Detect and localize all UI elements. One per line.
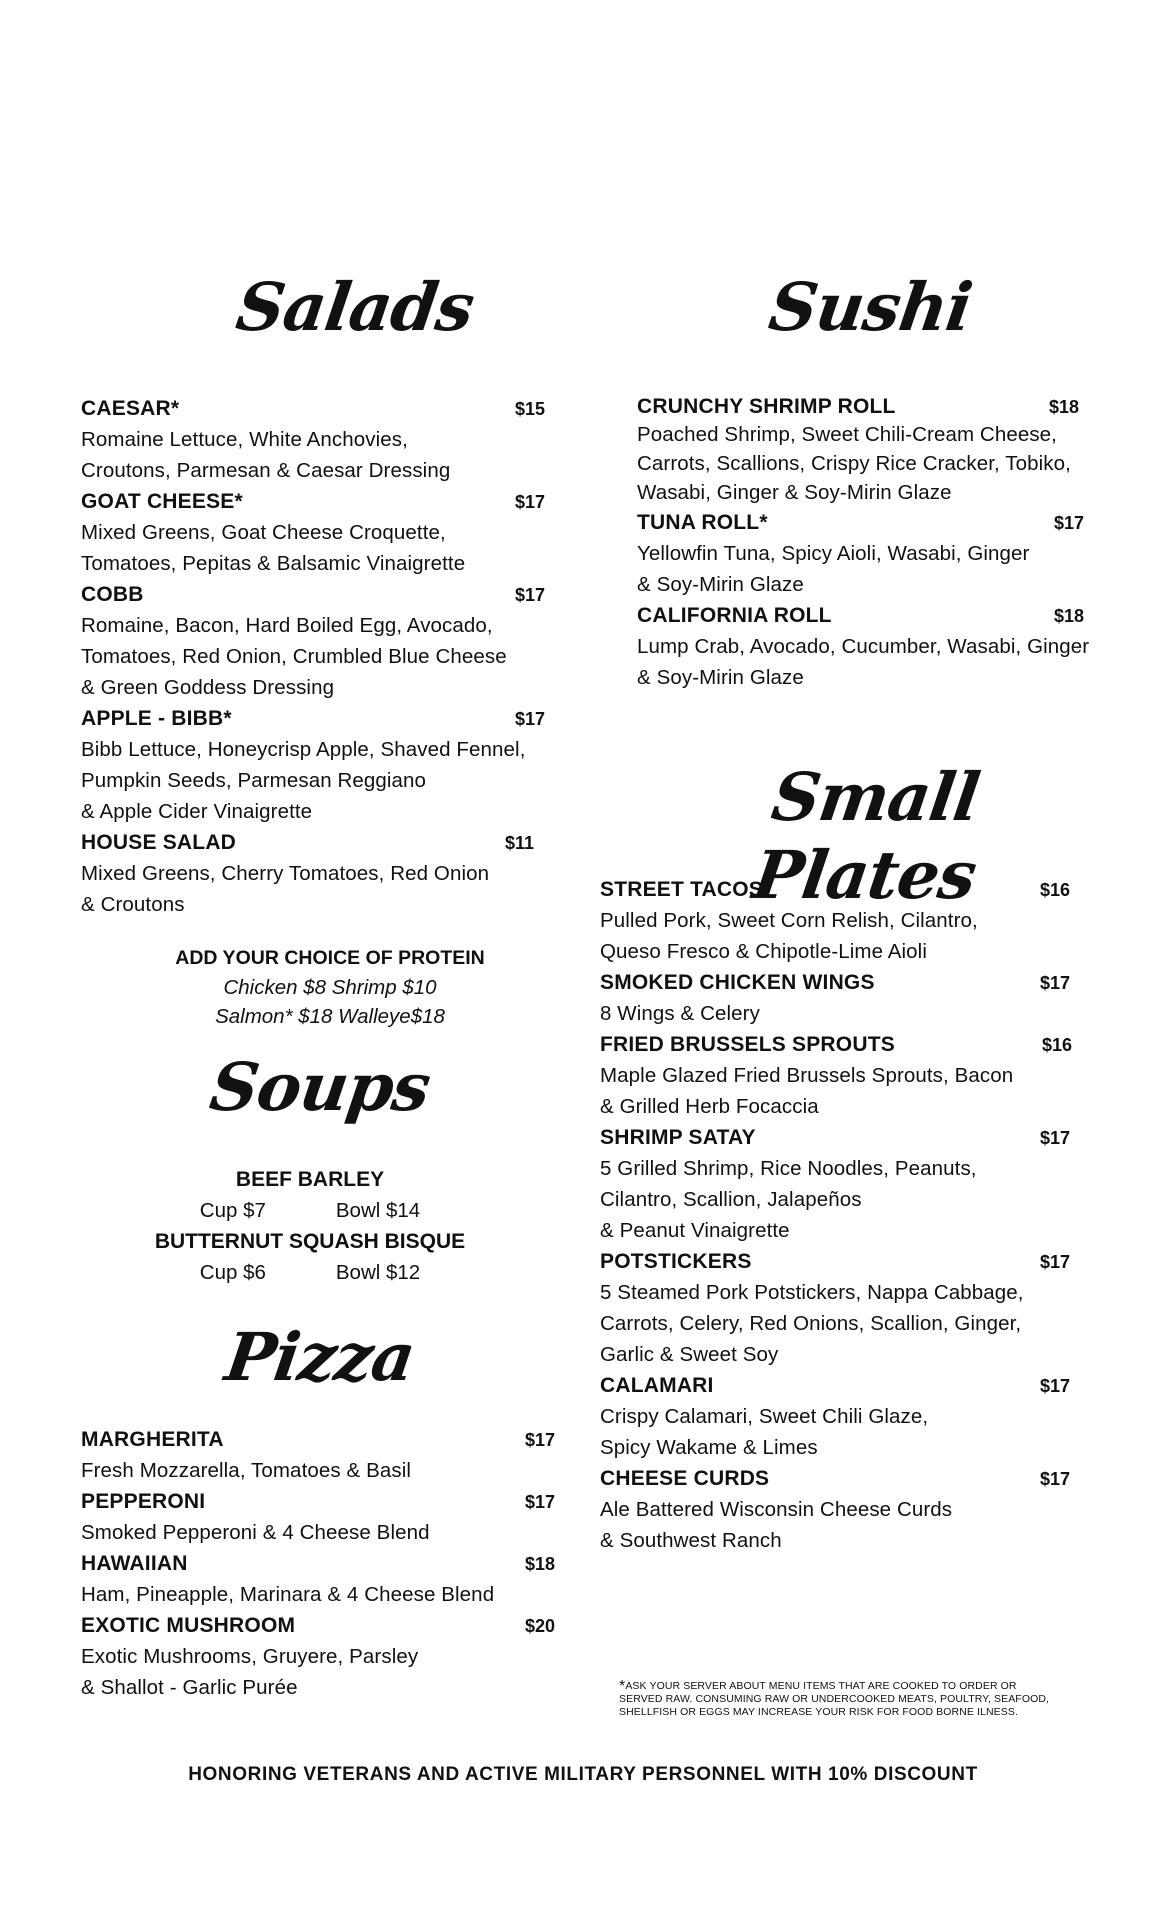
item-description: Carrots, Celery, Red Onions, Scallion, Ginger,	[600, 1312, 1022, 1335]
item-name: MARGHERITA	[81, 1428, 224, 1451]
item-price: $17	[515, 585, 546, 605]
item-name: SHRIMP SATAY	[600, 1126, 756, 1149]
item-description: Ham, Pineapple, Marinara & 4 Cheese Blend	[81, 1583, 495, 1606]
soups-heading: Soups	[205, 1048, 435, 1126]
item-description: & Peanut Vinaigrette	[600, 1219, 790, 1242]
item-price: $17	[515, 709, 546, 729]
pizza-heading: Pizza	[220, 1318, 420, 1396]
item-name: PEPPERONI	[81, 1490, 206, 1513]
menu-item-cheese-curds	[600, 1463, 1100, 1556]
soup-cup-price: Cup $6	[199, 1261, 266, 1284]
soup-name: BEEF BARLEY	[235, 1168, 385, 1191]
pizza-list	[81, 1424, 571, 1703]
item-price: $17	[1040, 1469, 1071, 1489]
menu-item-calamari	[600, 1370, 1100, 1463]
item-name: CHEESE CURDS	[600, 1467, 770, 1490]
item-name: STREET TACOS	[600, 878, 764, 901]
item-name: GOAT CHEESE*	[81, 490, 243, 513]
item-description: Tomatoes, Red Onion, Crumbled Blue Cheese	[81, 645, 507, 668]
menu-item-caesar	[81, 393, 551, 486]
menu-item-house-salad	[81, 827, 551, 920]
soup-bowl-price: Bowl $14	[335, 1199, 421, 1222]
item-description: Bibb Lettuce, Honeycrisp Apple, Shaved Fennel,	[81, 738, 526, 761]
item-description: Fresh Mozzarella, Tomatoes & Basil	[81, 1459, 412, 1482]
protein-addon	[130, 944, 530, 1031]
menu-item-hawaiian	[81, 1548, 571, 1610]
item-description: Carrots, Scallions, Crispy Rice Cracker, Tobiko,	[637, 452, 1071, 475]
item-description: Exotic Mushrooms, Gruyere, Parsley	[81, 1645, 419, 1668]
item-description: & Apple Cider Vinaigrette	[81, 800, 313, 823]
menu-item-exotic-mushroom	[81, 1610, 571, 1703]
salads-list	[81, 393, 551, 920]
item-description: Lump Crab, Avocado, Cucumber, Wasabi, Ginger	[637, 635, 1090, 658]
item-name: EXOTIC MUSHROOM	[81, 1614, 296, 1637]
soup-cup-price: Cup $7	[199, 1199, 266, 1222]
menu-item-street-tacos	[600, 874, 1100, 967]
item-description: Romaine Lettuce, White Anchovies,	[81, 428, 408, 451]
soups-list	[110, 1164, 510, 1288]
item-price: $18	[525, 1554, 556, 1574]
item-price: $17	[525, 1492, 556, 1512]
item-description: Cilantro, Scallion, Jalapeños	[600, 1188, 862, 1211]
menu-item-pepperoni	[81, 1486, 571, 1548]
item-description: & Soy-Mirin Glaze	[637, 573, 804, 596]
item-description: & Grilled Herb Focaccia	[600, 1095, 819, 1118]
item-name: POTSTICKERS	[600, 1250, 752, 1273]
item-description: Yellowfin Tuna, Spicy Aioli, Wasabi, Ginger	[637, 542, 1030, 565]
item-description: Mixed Greens, Goat Cheese Croquette,	[81, 521, 446, 544]
menu-item-smoked-chicken-wings	[600, 967, 1100, 1029]
item-price: $17	[1040, 973, 1071, 993]
protein-title: ADD YOUR CHOICE OF PROTEIN	[175, 947, 485, 969]
disclaimer-line: ASK YOUR SERVER ABOUT MENU ITEMS THAT ARE COOKED TO ORDER OR	[625, 1680, 1017, 1692]
item-name: COBB	[81, 583, 144, 606]
soup-item-beef-barley	[110, 1164, 510, 1226]
item-price: $17	[1054, 513, 1085, 533]
item-name: APPLE - BIBB*	[81, 707, 232, 730]
item-description: 8 Wings & Celery	[600, 1002, 760, 1025]
item-description: Romaine, Bacon, Hard Boiled Egg, Avocado,	[81, 614, 493, 637]
item-price: $17	[1040, 1252, 1071, 1272]
item-description: 5 Steamed Pork Potstickers, Nappa Cabbage,	[600, 1281, 1024, 1304]
item-description: & Southwest Ranch	[600, 1529, 782, 1552]
item-description: Tomatoes, Pepitas & Balsamic Vinaigrette	[81, 552, 466, 575]
protein-options: Chicken $8 Shrimp $10	[223, 976, 437, 999]
item-price: $11	[505, 833, 535, 853]
item-description: Ale Battered Wisconsin Cheese Curds	[600, 1498, 953, 1521]
menu-item-goat-cheese	[81, 486, 551, 579]
menu-item-crunchy-shrimp-roll	[637, 391, 1137, 507]
menu-item-california-roll	[637, 600, 1137, 693]
item-name: CAESAR*	[81, 397, 180, 420]
item-price: $16	[1042, 1035, 1073, 1055]
menu-item-potstickers	[600, 1246, 1100, 1370]
disclaimer-asterisk: *	[619, 1678, 626, 1695]
item-price: $15	[515, 399, 546, 419]
item-price: $17	[1040, 1128, 1071, 1148]
menu-item-fried-brussels-sprouts	[600, 1029, 1100, 1122]
item-description: Wasabi, Ginger & Soy-Mirin Glaze	[637, 481, 952, 504]
salads-heading: Salads	[231, 268, 479, 346]
item-price: $18	[1054, 606, 1085, 626]
menu-item-shrimp-satay	[600, 1122, 1100, 1246]
item-price: $18	[1049, 397, 1080, 417]
item-description: Poached Shrimp, Sweet Chili-Cream Cheese,	[637, 423, 1057, 446]
item-description: Garlic & Sweet Soy	[600, 1343, 779, 1366]
item-description: & Green Goddess Dressing	[81, 676, 335, 699]
item-name: HOUSE SALAD	[81, 831, 237, 854]
menu-item-margherita	[81, 1424, 571, 1486]
item-description: Smoked Pepperoni & 4 Cheese Blend	[81, 1521, 430, 1544]
item-price: $20	[525, 1616, 556, 1636]
item-description: 5 Grilled Shrimp, Rice Noodles, Peanuts,	[600, 1157, 977, 1180]
item-price: $17	[515, 492, 546, 512]
protein-options: Salmon* $18 Walleye$18	[215, 1005, 445, 1028]
soup-bowl-price: Bowl $12	[335, 1261, 421, 1284]
item-description: & Soy-Mirin Glaze	[637, 666, 804, 689]
veterans-discount-note: HONORING VETERANS AND ACTIVE MILITARY PERSONNEL WITH 10% DISCOUNT	[188, 1764, 978, 1785]
item-name: CRUNCHY SHRIMP ROLL	[637, 395, 896, 418]
menu-item-cobb	[81, 579, 551, 703]
menu-item-tuna-roll	[637, 507, 1137, 600]
raw-food-disclaimer	[619, 1680, 1119, 1719]
item-name: SMOKED CHICKEN WINGS	[600, 971, 875, 994]
item-description: & Croutons	[81, 893, 185, 916]
soup-name: BUTTERNUT SQUASH BISQUE	[154, 1230, 466, 1253]
item-description: Pumpkin Seeds, Parmesan Reggiano	[81, 769, 427, 792]
item-name: FRIED BRUSSELS SPROUTS	[600, 1033, 895, 1056]
item-description: Queso Fresco & Chipotle-Lime Aioli	[600, 940, 927, 963]
item-description: & Shallot - Garlic Purée	[81, 1676, 298, 1699]
item-description: Spicy Wakame & Limes	[600, 1436, 818, 1459]
small-plates-heading: Small Plates	[748, 758, 984, 914]
item-name: CALAMARI	[600, 1374, 714, 1397]
item-price: $17	[1040, 1376, 1071, 1396]
item-name: HAWAIIAN	[81, 1552, 188, 1575]
small-plates-list	[600, 874, 1100, 1556]
item-description: Crispy Calamari, Sweet Chili Glaze,	[600, 1405, 929, 1428]
item-name: TUNA ROLL*	[637, 511, 768, 534]
item-description: Croutons, Parmesan & Caesar Dressing	[81, 459, 451, 482]
disclaimer-line: SERVED RAW. CONSUMING RAW OR UNDERCOOKED MEATS, POULTRY, SEAFOOD,	[619, 1693, 1050, 1705]
sushi-heading: Sushi	[764, 268, 977, 346]
item-price: $17	[525, 1430, 556, 1450]
item-description: Pulled Pork, Sweet Corn Relish, Cilantro,	[600, 909, 978, 932]
disclaimer-line: SHELLFISH OR EGGS MAY INCREASE YOUR RISK FOR FOOD BORNE ILNESS.	[619, 1706, 1018, 1718]
menu-item-apple-bibb	[81, 703, 551, 827]
sushi-list	[637, 391, 1137, 693]
item-price: $16	[1040, 880, 1071, 900]
item-description: Maple Glazed Fried Brussels Sprouts, Bacon	[600, 1064, 1014, 1087]
item-description: Mixed Greens, Cherry Tomatoes, Red Onion	[81, 862, 490, 885]
soup-item-butternut-squash-bisque	[110, 1226, 510, 1288]
item-name: CALIFORNIA ROLL	[637, 604, 832, 627]
